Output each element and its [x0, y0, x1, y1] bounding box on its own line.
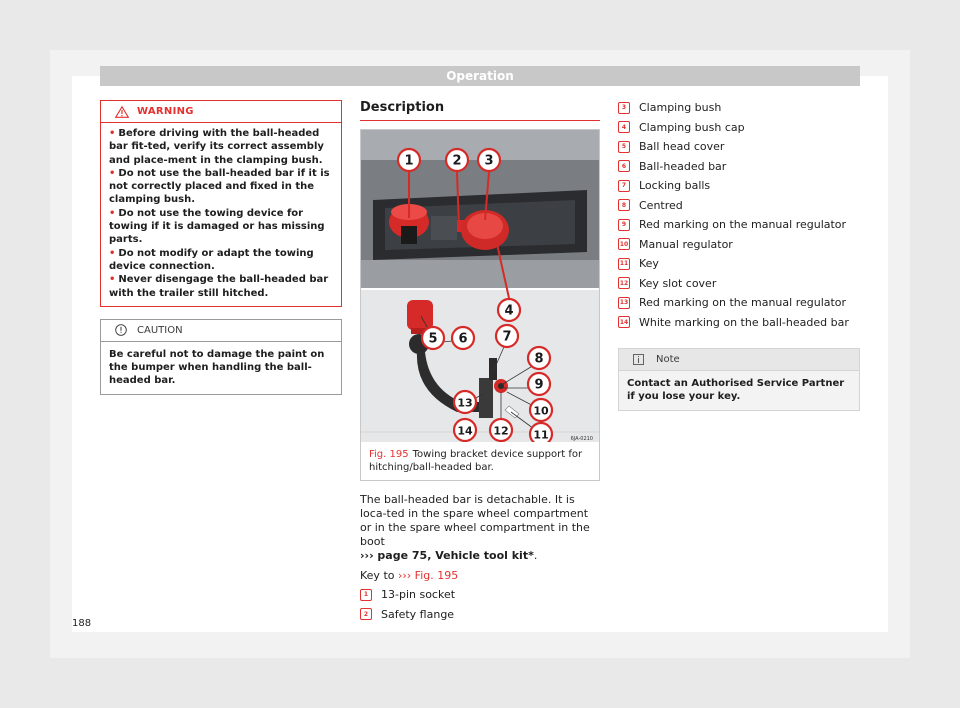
warning-triangle-icon: [115, 106, 129, 118]
warning-item-text: Do not modify or adapt the towing device connection.: [109, 247, 314, 272]
legend-number-badge: 9: [618, 219, 630, 231]
callout-number: 5: [428, 331, 438, 347]
legend-label: Safety flange: [381, 607, 455, 621]
figure-box: [360, 129, 600, 481]
legend-number-badge: 3: [618, 102, 630, 114]
note-header: [619, 349, 859, 371]
callout-number: 13: [457, 396, 473, 410]
legend-item: [360, 585, 600, 605]
callout-number: 10: [533, 404, 549, 418]
vehicle-tool-kit-link[interactable]: ››› page 75, Vehicle tool kit*: [360, 549, 534, 562]
legend-number-badge: 11: [618, 258, 630, 270]
figure-label: Fig. 195: [369, 449, 409, 460]
legend-label: White marking on the ball-headed bar: [639, 315, 849, 329]
legend-item: [618, 98, 860, 118]
legend-number-badge: 14: [618, 316, 630, 328]
note-title: Note: [656, 354, 680, 365]
warning-item: [109, 127, 333, 167]
legend-number-badge: 5: [618, 141, 630, 153]
warning-item-text: Never disengage the ball-headed bar with the trailer still hitched.: [109, 274, 329, 299]
warning-item-text: Do not use the ball-headed bar if it is not correctly placed and fixed in the clamping bush.: [109, 167, 330, 206]
description-title: Description: [360, 100, 600, 121]
right-column: [618, 100, 860, 411]
legend-item: [618, 254, 860, 274]
figure-caption: [369, 448, 591, 474]
legend-item: [360, 605, 600, 625]
warning-item: [109, 207, 333, 247]
description-body-end: .: [533, 549, 538, 562]
legend-label: Key: [639, 257, 659, 271]
callout-number: 8: [534, 351, 544, 367]
legend-list-right: [618, 98, 860, 332]
legend-label: Red marking on the manual regulator: [639, 296, 847, 310]
legend-number-badge: 7: [618, 180, 630, 192]
warning-item: [109, 167, 333, 207]
legend-label: Red marking on the manual regulator: [639, 218, 847, 232]
legend-item: [618, 274, 860, 294]
callout-number: 6: [458, 331, 468, 347]
bullet-dot: •: [109, 247, 116, 259]
legend-item: [618, 176, 860, 196]
legend-label: Manual regulator: [639, 237, 733, 251]
middle-column: [360, 100, 600, 624]
info-icon: [633, 354, 644, 365]
bullet-dot: •: [109, 207, 116, 219]
warning-item-text: Do not use the towing device for towing if it is damaged or has missing parts.: [109, 207, 325, 246]
callout-number: 7: [502, 329, 512, 345]
callout-number: 11: [533, 428, 549, 442]
legend-item: [618, 235, 860, 255]
towing-bracket-figure: [361, 130, 599, 442]
warning-box: [100, 100, 342, 307]
figure-link[interactable]: ››› Fig. 195: [397, 569, 459, 582]
legend-label: Key slot cover: [639, 276, 717, 290]
legend-item: [618, 118, 860, 138]
legend-number-badge: 1: [360, 589, 372, 601]
legend-number-badge: 6: [618, 160, 630, 172]
callout-number: 1: [404, 153, 414, 169]
callout-number: 9: [534, 377, 544, 393]
legend-label: Centred: [639, 198, 683, 212]
warning-item-text: Before driving with the ball-headed bar fit-ted, verify its correct assembly and place-ment in the clamping bush.: [109, 128, 324, 166]
bullet-dot: •: [109, 167, 116, 179]
legend-number-badge: 2: [360, 608, 372, 620]
warning-body: [101, 123, 341, 306]
figure-caption-text: Towing bracket device support for hitching/ball-headed bar.: [369, 449, 583, 473]
description-body-text: The ball-headed bar is detachable. It is loca-ted in the spare wheel compartment or in the spare wheel compartment in the boot: [360, 493, 590, 548]
callout-number: 4: [504, 303, 514, 319]
legend-label: Ball-headed bar: [639, 159, 727, 173]
legend-number-badge: 13: [618, 297, 630, 309]
callout-number: 2: [452, 153, 462, 169]
description-body: [360, 493, 600, 563]
left-column: [100, 100, 342, 395]
legend-label: Locking balls: [639, 179, 711, 193]
bullet-dot: •: [109, 274, 116, 286]
note-box: [618, 348, 860, 411]
bullet-dot: •: [109, 128, 116, 139]
legend-item: [618, 137, 860, 157]
caution-header: [101, 320, 341, 342]
legend-label: Clamping bush cap: [639, 120, 745, 134]
caution-title: CAUTION: [137, 324, 183, 336]
legend-number-badge: 4: [618, 121, 630, 133]
caution-circle-icon: [115, 324, 127, 336]
caution-text: Be careful not to damage the paint on the bumper when handling the ball-headed bar.: [109, 348, 325, 387]
note-text: Contact an Authorised Service Partner if you lose your key.: [627, 378, 845, 403]
legend-list-middle: [360, 585, 600, 624]
callout-number: 14: [457, 424, 473, 438]
warning-item: [109, 273, 333, 300]
legend-item: [618, 157, 860, 177]
legend-item: [618, 196, 860, 216]
legend-number-badge: 12: [618, 277, 630, 289]
callout-number: 3: [484, 153, 494, 169]
legend-item: [618, 313, 860, 333]
caution-box: [100, 319, 342, 395]
warning-header: [101, 101, 341, 123]
legend-item: [618, 293, 860, 313]
page-number: 188: [72, 618, 92, 629]
callout-number: 12: [493, 424, 509, 438]
legend-label: Clamping bush: [639, 101, 722, 115]
figure-code: 6JA-0210: [570, 436, 593, 442]
legend-label: 13-pin socket: [381, 588, 456, 602]
legend-number-badge: 8: [618, 199, 630, 211]
section-header: Operation: [100, 66, 860, 86]
warning-item: [109, 247, 333, 274]
key-line: [360, 569, 600, 583]
legend-number-badge: 10: [618, 238, 630, 250]
legend-label: Ball head cover: [639, 140, 725, 154]
warning-title: WARNING: [137, 106, 194, 117]
key-prefix: Key to: [360, 569, 395, 582]
legend-item: [618, 215, 860, 235]
